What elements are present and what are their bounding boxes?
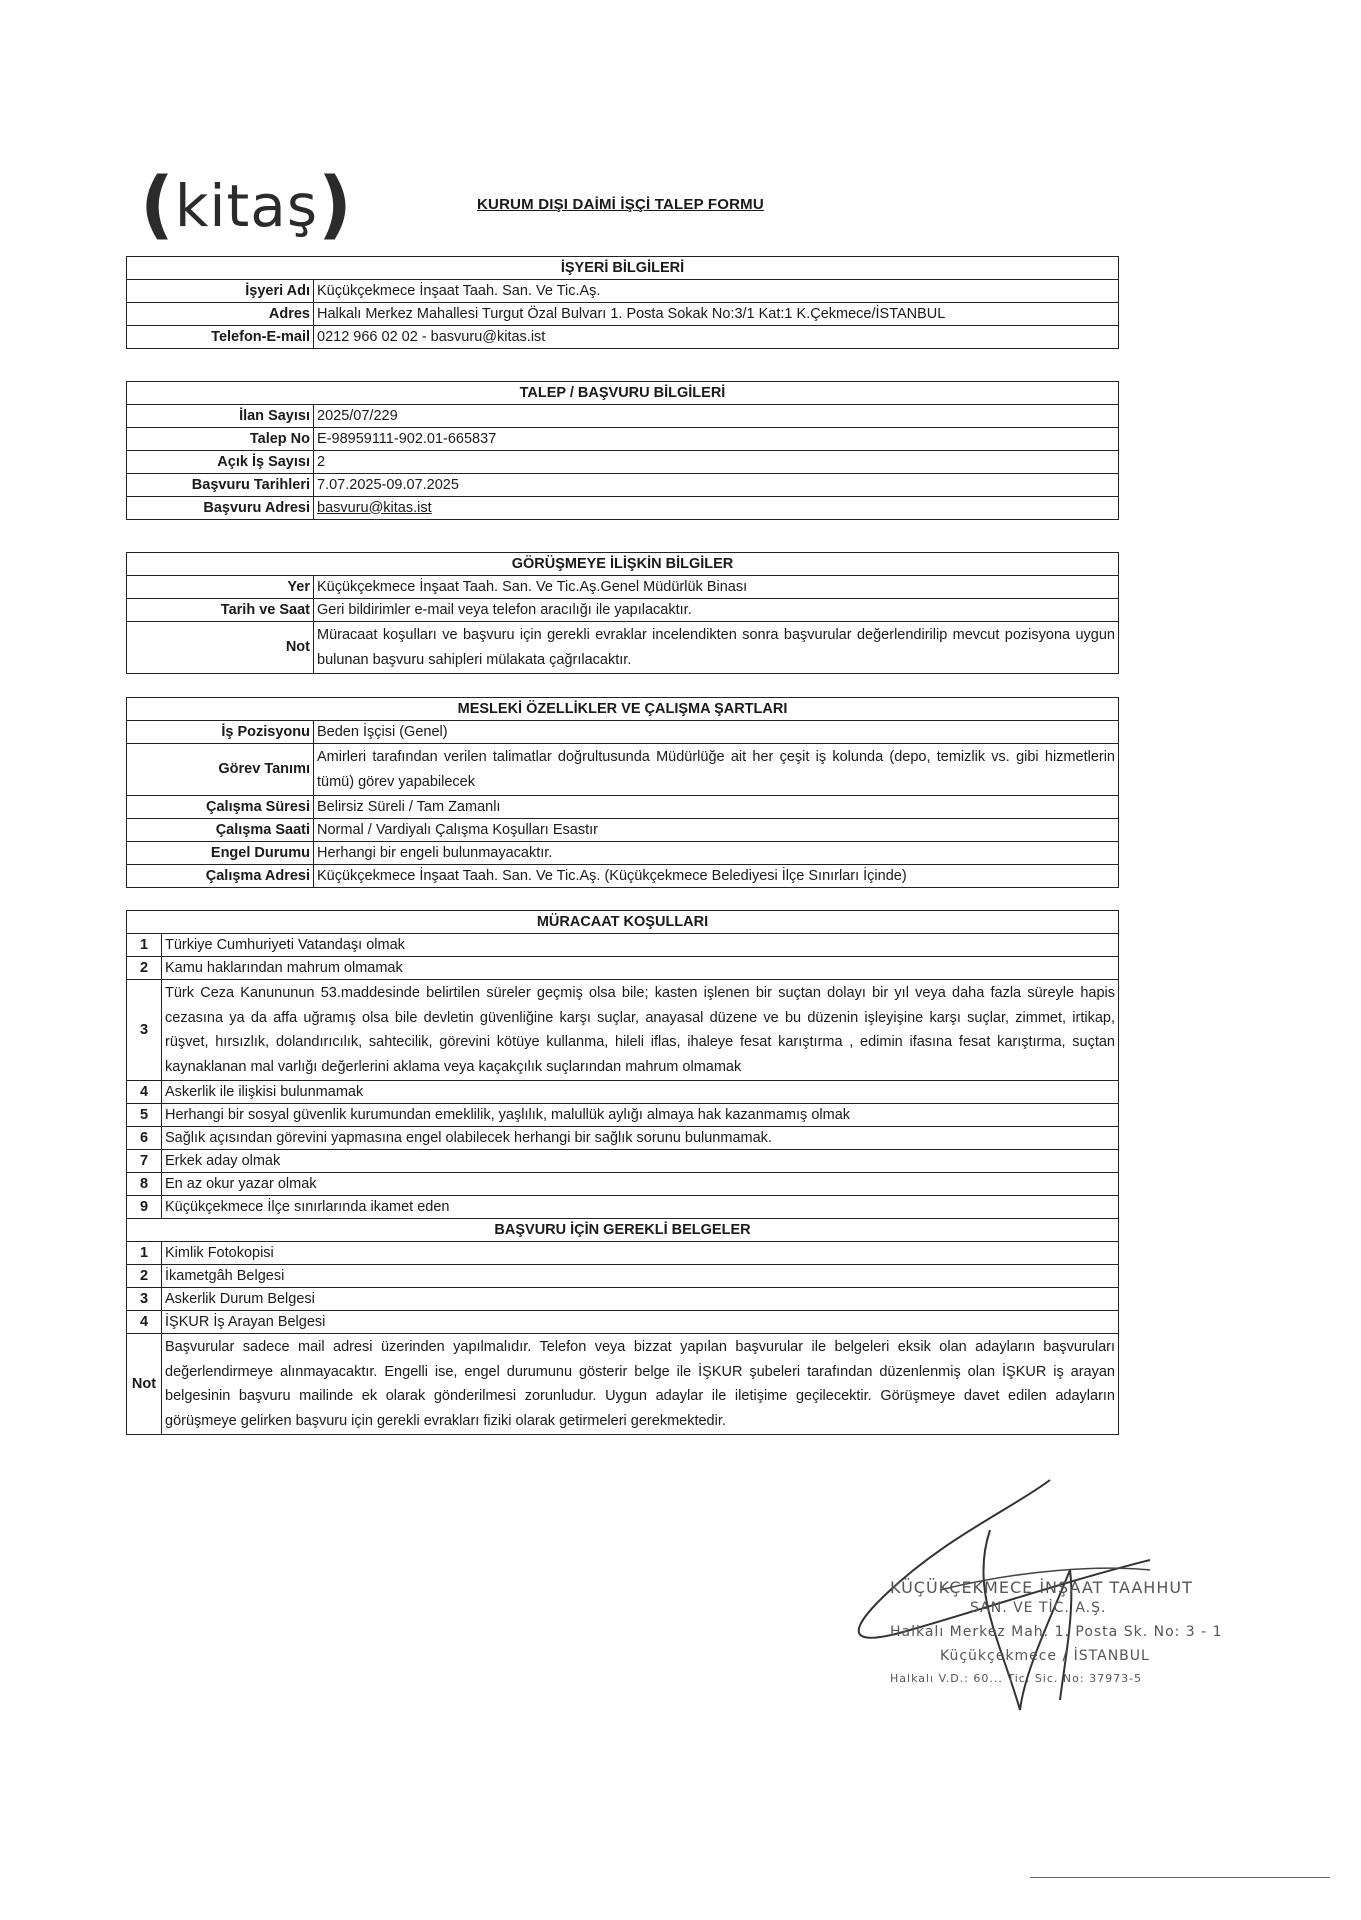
field-label: Açık İş Sayısı — [127, 451, 314, 474]
field-label: İş Pozisyonu — [127, 721, 314, 744]
table-row — [127, 428, 1119, 451]
table-row — [127, 474, 1119, 497]
list-item — [127, 1081, 1119, 1104]
field-value: Küçükçekmece İnşaat Taah. San. Ve Tic.Aş. (Küçükçekmece Belediyesi İlçe Sınırları İçinde) — [314, 865, 1119, 888]
item-number: 1 — [127, 934, 162, 957]
field-label: İşyeri Adı — [127, 280, 314, 303]
item-text: İŞKUR İş Arayan Belgesi — [162, 1311, 1119, 1334]
section-heading: İŞYERİ BİLGİLERİ — [127, 257, 1119, 280]
note-label: Not — [127, 1334, 162, 1435]
stamp-line-5: Halkalı V.D.: 60... Tic. Sic. No: 37973-5 — [890, 1672, 1143, 1685]
item-text: Askerlik Durum Belgesi — [162, 1288, 1119, 1311]
item-number: 4 — [127, 1311, 162, 1334]
table-row — [127, 599, 1119, 622]
table-row — [127, 842, 1119, 865]
list-item — [127, 1173, 1119, 1196]
field-value: 2 — [314, 451, 1119, 474]
list-item — [127, 1288, 1119, 1311]
muracaat-kosullari-table — [126, 910, 1119, 1435]
field-value: Normal / Vardiyalı Çalışma Koşulları Esastır — [314, 819, 1119, 842]
item-number: 8 — [127, 1173, 162, 1196]
list-item — [127, 1127, 1119, 1150]
item-text: Türk Ceza Kanununun 53.maddesinde belirtilen süreler geçmiş olsa bile; kasten işlenen bir suçtan dolayı bir yıl veya daha fazla süreyle hapis cezasına ya da affa uğramış olsa bile devletin güvenliğine karşı suçlar, anayasal düzene ve bu düzenin işleyişine karşı suçlar, zimmet, irtikap, rüşvet, hırsızlık, dolandırıcılık, sahtecilik, görevini kötüye kullanma, hileli iflas, ihaleye fesat karıştırma , edimin ifasına fesat karıştırma, suçtan kaynaklanan mal varlığı değerlerini aklama veya kaçakçılık suçlarından mahrum olmamak — [162, 980, 1119, 1081]
item-number: 4 — [127, 1081, 162, 1104]
list-item — [127, 1265, 1119, 1288]
section-heading: MÜRACAAT KOŞULLARI — [127, 911, 1119, 934]
field-label: Çalışma Adresi — [127, 865, 314, 888]
field-value: Amirleri tarafından verilen talimatlar doğrultusunda Müdürlüğe ait her çeşit iş kolunda (depo, temizlik vs. gibi hizmetlerin tümü) görev yapabilecek — [314, 744, 1119, 796]
list-item — [127, 1196, 1119, 1219]
table-row — [127, 622, 1119, 674]
field-value: Beden İşçisi (Genel) — [314, 721, 1119, 744]
table-row — [127, 744, 1119, 796]
field-value: 0212 966 02 02 - basvuru@kitas.ist — [314, 326, 1119, 349]
list-item — [127, 1150, 1119, 1173]
table-row — [127, 405, 1119, 428]
field-label: Başvuru Tarihleri — [127, 474, 314, 497]
kitas-logo: (kitaş) — [140, 162, 353, 248]
item-text: Herhangi bir sosyal güvenlik kurumundan emeklilik, yaşlılık, malullük aylığı almaya hak kazanmamış olmak — [162, 1104, 1119, 1127]
item-text: Türkiye Cumhuriyeti Vatandaşı olmak — [162, 934, 1119, 957]
item-text: Kamu haklarından mahrum olmamak — [162, 957, 1119, 980]
table-row — [127, 796, 1119, 819]
item-number: 6 — [127, 1127, 162, 1150]
table-row — [127, 451, 1119, 474]
field-label: Başvuru Adresi — [127, 497, 314, 520]
field-label: Tarih ve Saat — [127, 599, 314, 622]
list-item — [127, 957, 1119, 980]
field-label: İlan Sayısı — [127, 405, 314, 428]
field-label: Görev Tanımı — [127, 744, 314, 796]
table-row — [127, 819, 1119, 842]
list-item — [127, 1104, 1119, 1127]
item-text: Küçükçekmece İlçe sınırlarında ikamet eden — [162, 1196, 1119, 1219]
stamp-line-4: Küçükçekmece / İSTANBUL — [940, 1648, 1150, 1664]
table-row — [127, 303, 1119, 326]
field-value: Halkalı Merkez Mahallesi Turgut Özal Bulvarı 1. Posta Sokak No:3/1 Kat:1 K.Çekmece/İSTANBUL — [314, 303, 1119, 326]
item-text: İkametgâh Belgesi — [162, 1265, 1119, 1288]
field-label: Adres — [127, 303, 314, 326]
item-number: 5 — [127, 1104, 162, 1127]
talep-basvuru-table — [126, 381, 1119, 520]
item-number: 9 — [127, 1196, 162, 1219]
list-item — [127, 934, 1119, 957]
table-row — [127, 865, 1119, 888]
field-label: Engel Durumu — [127, 842, 314, 865]
field-value: E-98959111-902.01-665837 — [314, 428, 1119, 451]
item-text: En az okur yazar olmak — [162, 1173, 1119, 1196]
item-number: 2 — [127, 1265, 162, 1288]
table-row — [127, 326, 1119, 349]
form-title: KURUM DIŞI DAİMİ İŞÇİ TALEP FORMU — [477, 196, 764, 213]
field-value: 2025/07/229 — [314, 405, 1119, 428]
company-stamp — [820, 1470, 1280, 1730]
logo-text: kitaş — [174, 172, 319, 240]
item-number: 3 — [127, 1288, 162, 1311]
item-text: Erkek aday olmak — [162, 1150, 1119, 1173]
isyeri-bilgileri-table — [126, 256, 1119, 349]
field-label: Çalışma Saati — [127, 819, 314, 842]
field-label: Not — [127, 622, 314, 674]
item-number: 1 — [127, 1242, 162, 1265]
item-number: 7 — [127, 1150, 162, 1173]
section-heading: TALEP / BAŞVURU BİLGİLERİ — [127, 382, 1119, 405]
list-item — [127, 1311, 1119, 1334]
item-text: Askerlik ile ilişkisi bulunmamak — [162, 1081, 1119, 1104]
application-email-link[interactable]: basvuru@kitas.ist — [317, 499, 432, 516]
field-value: Belirsiz Süreli / Tam Zamanlı — [314, 796, 1119, 819]
stamp-line-2: SAN. VE TİC. A.Ş. — [970, 1600, 1107, 1616]
field-label: Çalışma Süresi — [127, 796, 314, 819]
note-text: Başvurular sadece mail adresi üzerinden yapılmalıdır. Telefon veya bizzat yapılan başvurular ile belgeleri eksik olan adayların başvuruları değerlendirmeye alınmayacaktır. Engelli ise, engel durumunu gösterir belge ile İŞKUR şubeleri tarafından düzenlenmiş olan İŞKUR iş arayan belgesinin başvuru mailinde ek olarak gönderilmesi zorunludur. Uygun adaylar ile iletişime geçilecektir. Görüşmeye davet edilen adayların görüşmeye gelirken başvuru için gerekli evrakları fiziki olarak getirmeleri gerekmektedir. — [162, 1334, 1119, 1435]
section-heading: BAŞVURU İÇİN GEREKLİ BELGELER — [127, 1219, 1119, 1242]
section-heading: GÖRÜŞMEYE İLİŞKİN BİLGİLER — [127, 553, 1119, 576]
table-row — [127, 576, 1119, 599]
list-item — [127, 980, 1119, 1081]
field-value: 7.07.2025-09.07.2025 — [314, 474, 1119, 497]
gorusme-bilgileri-table — [126, 552, 1119, 674]
field-label: Talep No — [127, 428, 314, 451]
table-row — [127, 280, 1119, 303]
divider — [1030, 1877, 1330, 1878]
field-value: Küçükçekmece İnşaat Taah. San. Ve Tic.Aş.Genel Müdürlük Binası — [314, 576, 1119, 599]
item-number: 3 — [127, 980, 162, 1081]
note-row — [127, 1334, 1119, 1435]
field-value: Geri bildirimler e-mail veya telefon aracılığı ile yapılacaktır. — [314, 599, 1119, 622]
field-value: Herhangi bir engeli bulunmayacaktır. — [314, 842, 1119, 865]
list-item — [127, 1242, 1119, 1265]
mesleki-ozellikler-table — [126, 697, 1119, 888]
item-number: 2 — [127, 957, 162, 980]
field-label: Telefon-E-mail — [127, 326, 314, 349]
stamp-line-3: Halkalı Merkez Mah. 1. Posta Sk. No: 3 - 1 — [890, 1624, 1223, 1640]
item-text: Sağlık açısından görevini yapmasına engel olabilecek herhangi bir sağlık sorunu bulunmamak. — [162, 1127, 1119, 1150]
field-value: Küçükçekmece İnşaat Taah. San. Ve Tic.Aş. — [314, 280, 1119, 303]
table-row — [127, 497, 1119, 520]
field-value: Müracaat koşulları ve başvuru için gerekli evraklar incelendikten sonra başvurular değerlendirilip mevcut pozisyona uygun bulunan başvuru sahipleri mülakata çağrılacaktır. — [314, 622, 1119, 674]
item-text: Kimlik Fotokopisi — [162, 1242, 1119, 1265]
section-heading: MESLEKİ ÖZELLİKLER VE ÇALIŞMA ŞARTLARI — [127, 698, 1119, 721]
stamp-line-1: KÜÇÜKÇEKMECE İNŞAAT TAAHHUT — [890, 1578, 1193, 1597]
table-row — [127, 721, 1119, 744]
field-label: Yer — [127, 576, 314, 599]
